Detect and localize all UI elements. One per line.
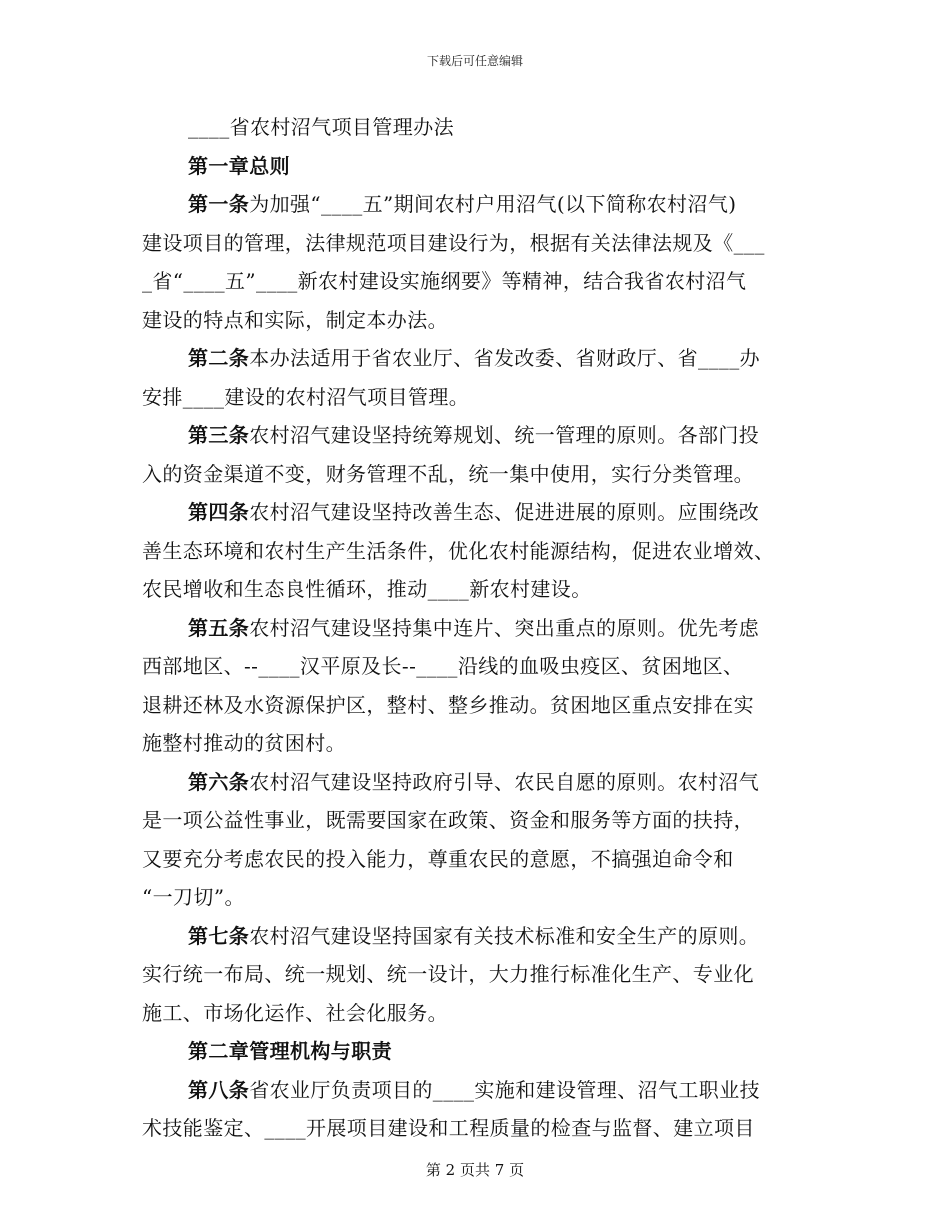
- article-text: 农村沼气建设坚持改善生态、促进进展的原则。应围绕改: [249, 500, 760, 524]
- chapter-heading: 第一章总则: [188, 153, 290, 178]
- article-text: 善生态环境和农村生产生活条件，优化农村能源结构，促进农业增效、: [142, 538, 775, 563]
- article-5: [142, 609, 810, 763]
- article-text: 农民增收和生态良性循环，推动____新农村建设。: [142, 577, 592, 601]
- article-text: “一刀切”。: [142, 885, 245, 909]
- article-heading: 第八条: [188, 1077, 250, 1102]
- article-8: [142, 1071, 810, 1148]
- article-text: _省“____五”____新农村建设实施纲要》等精神，结合我省农村沼气: [142, 269, 747, 293]
- article-text: 建设项目的管理，法律规范项目建设行为，根据有关法律法规及《___: [142, 230, 765, 255]
- article-text: 建设的特点和实际，制定本办法。: [142, 307, 448, 332]
- article-text: 安排____建设的农村沼气项目管理。: [142, 384, 470, 409]
- article-1: [142, 185, 810, 339]
- article-heading: 第四条: [188, 500, 250, 524]
- article-heading: 第七条: [188, 923, 250, 948]
- article-2: [142, 339, 810, 416]
- article-7: [142, 917, 810, 1033]
- article-text: 入的资金渠道不变，财务管理不乱，统一集中使用，实行分类管理。: [142, 461, 754, 486]
- article-text: 农村沼气建设坚持国家有关技术标准和安全生产的原则。: [249, 923, 760, 948]
- article-3: [142, 416, 810, 493]
- article-4: [142, 493, 810, 609]
- article-text: 施工、市场化运作、社会化服务。: [142, 1000, 448, 1025]
- header-note: 下载后可任意编辑: [426, 54, 523, 68]
- article-text: 农村沼气建设坚持政府引导、农民自愿的原则。农村沼气: [249, 769, 760, 794]
- page-number: 第 2 页共 7 页: [425, 1161, 525, 1179]
- article-text: 是一项公益性事业，既需要国家在政策、资金和服务等方面的扶持，: [142, 808, 754, 832]
- article-text: 退耕还林及水资源保护区，整村、整乡推动。贫困地区重点安排在实: [142, 692, 754, 717]
- article-text: 实行统一布局、统一规划、统一设计，大力推行标准化生产、专业化: [142, 962, 754, 986]
- article-text: 农村沼气建设坚持统筹规划、统一管理的原则。各部门投: [249, 423, 760, 447]
- chapter-heading: 第二章管理机构与职责: [188, 1039, 392, 1063]
- article-heading: 第五条: [188, 615, 250, 640]
- article-heading: 第六条: [188, 769, 250, 794]
- article-text: 施整村推动的贫困村。: [142, 731, 346, 755]
- article-text: 术技能鉴定、____开展项目建设和工程质量的检查与监督、建立项目: [142, 1116, 755, 1140]
- article-text: 农村沼气建设坚持集中连片、突出重点的原则。优先考虑: [249, 615, 760, 640]
- article-heading: 第二条: [188, 346, 250, 370]
- article-text: 本办法适用于省农业厅、省发改委、省财政厅、省____办: [249, 346, 761, 370]
- article-text: 西部地区、--____汉平原及长--____沿线的血吸虫疫区、贫困地区、: [142, 654, 744, 678]
- document-title: ____省农村沼气项目管理办法: [188, 115, 454, 139]
- article-6: [142, 763, 810, 917]
- article-heading: 第三条: [188, 423, 250, 447]
- article-heading: 第一条: [188, 192, 250, 216]
- document-body: [142, 108, 810, 1148]
- article-text: 又要充分考虑农民的投入能力，尊重农民的意愿，不搞强迫命令和: [142, 846, 734, 871]
- article-text: 为加强“____五”期间农村户用沼气(以下简称农村沼气): [249, 192, 737, 216]
- article-text: 省农业厅负责项目的____实施和建设管理、沼气工职业技: [249, 1077, 761, 1102]
